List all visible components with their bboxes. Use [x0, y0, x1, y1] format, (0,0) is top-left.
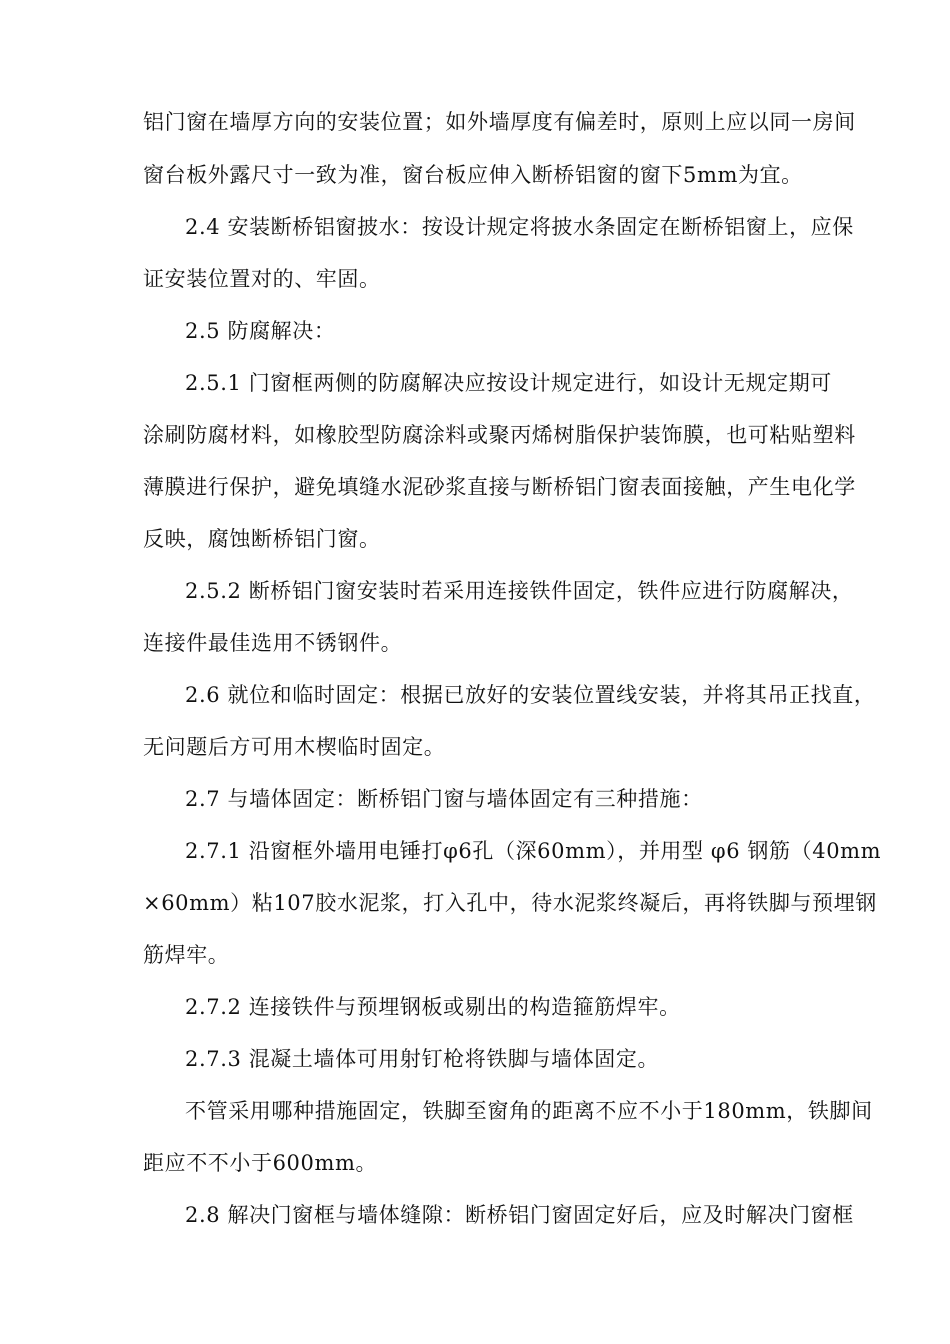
text-line: 薄膜进行保护，避免填缝水泥砂浆直接与断桥铝门窗表面接触，产生电化学	[143, 475, 856, 499]
text-line: 反映，腐蚀断桥铝门窗。	[143, 527, 381, 551]
text-line: 不管采用哪种措施固定，铁脚至窗角的距离不应不小于180mm，铁脚间	[185, 1099, 873, 1123]
text-line: 2.7.2 连接铁件与预埋钢板或剔出的构造箍筋焊牢。	[185, 995, 681, 1019]
text-line: 筋焊牢。	[143, 943, 230, 967]
text-line: 2.8 解决门窗框与墙体缝隙：断桥铝门窗固定好后，应及时解决门窗框	[185, 1203, 854, 1227]
text-line: 2.6 就位和临时固定：根据已放好的安装位置线安装，并将其吊正找直，	[185, 683, 876, 707]
text-line: 2.4 安装断桥铝窗披水：按设计规定将披水条固定在断桥铝窗上，应保	[185, 215, 854, 239]
text-line: 2.5.2 断桥铝门窗安装时若采用连接铁件固定，铁件应进行防腐解决，	[185, 579, 854, 603]
text-line: 证安装位置对的、牢固。	[143, 267, 381, 291]
text-line: 铝门窗在墙厚方向的安装位置；如外墙厚度有偏差时，原则上应以同一房间	[143, 110, 856, 134]
text-line: 窗台板外露尺寸一致为准，窗台板应伸入断桥铝窗的窗下5mm为宜。	[143, 163, 803, 187]
text-line: 2.7.1 沿窗框外墙用电锤打φ6孔（深60mm），并用型 φ6 钢筋（40mm	[185, 839, 882, 863]
text-line: 2.5.1 门窗框两侧的防腐解决应按设计规定进行，如设计无规定期可	[185, 371, 832, 395]
section-heading: 2.7 与墙体固定：断桥铝门窗与墙体固定有三种措施：	[185, 787, 703, 811]
text-line: 涂刷防腐材料，如橡胶型防腐涂料或聚丙烯树脂保护装饰膜，也可粘贴塑料	[143, 423, 856, 447]
text-line: 无问题后方可用木楔临时固定。	[143, 735, 446, 759]
text-line: 距应不不小于600mm。	[143, 1151, 378, 1175]
section-heading: 2.5 防腐解决：	[185, 319, 336, 343]
text-line: 2.7.3 混凝土墙体可用射钉枪将铁脚与墙体固定。	[185, 1047, 660, 1071]
text-line: ×60mm）粘107胶水泥浆，打入孔中，待水泥浆终凝后，再将铁脚与预埋钢	[143, 891, 877, 915]
text-line: 连接件最佳选用不锈钢件。	[143, 631, 403, 655]
